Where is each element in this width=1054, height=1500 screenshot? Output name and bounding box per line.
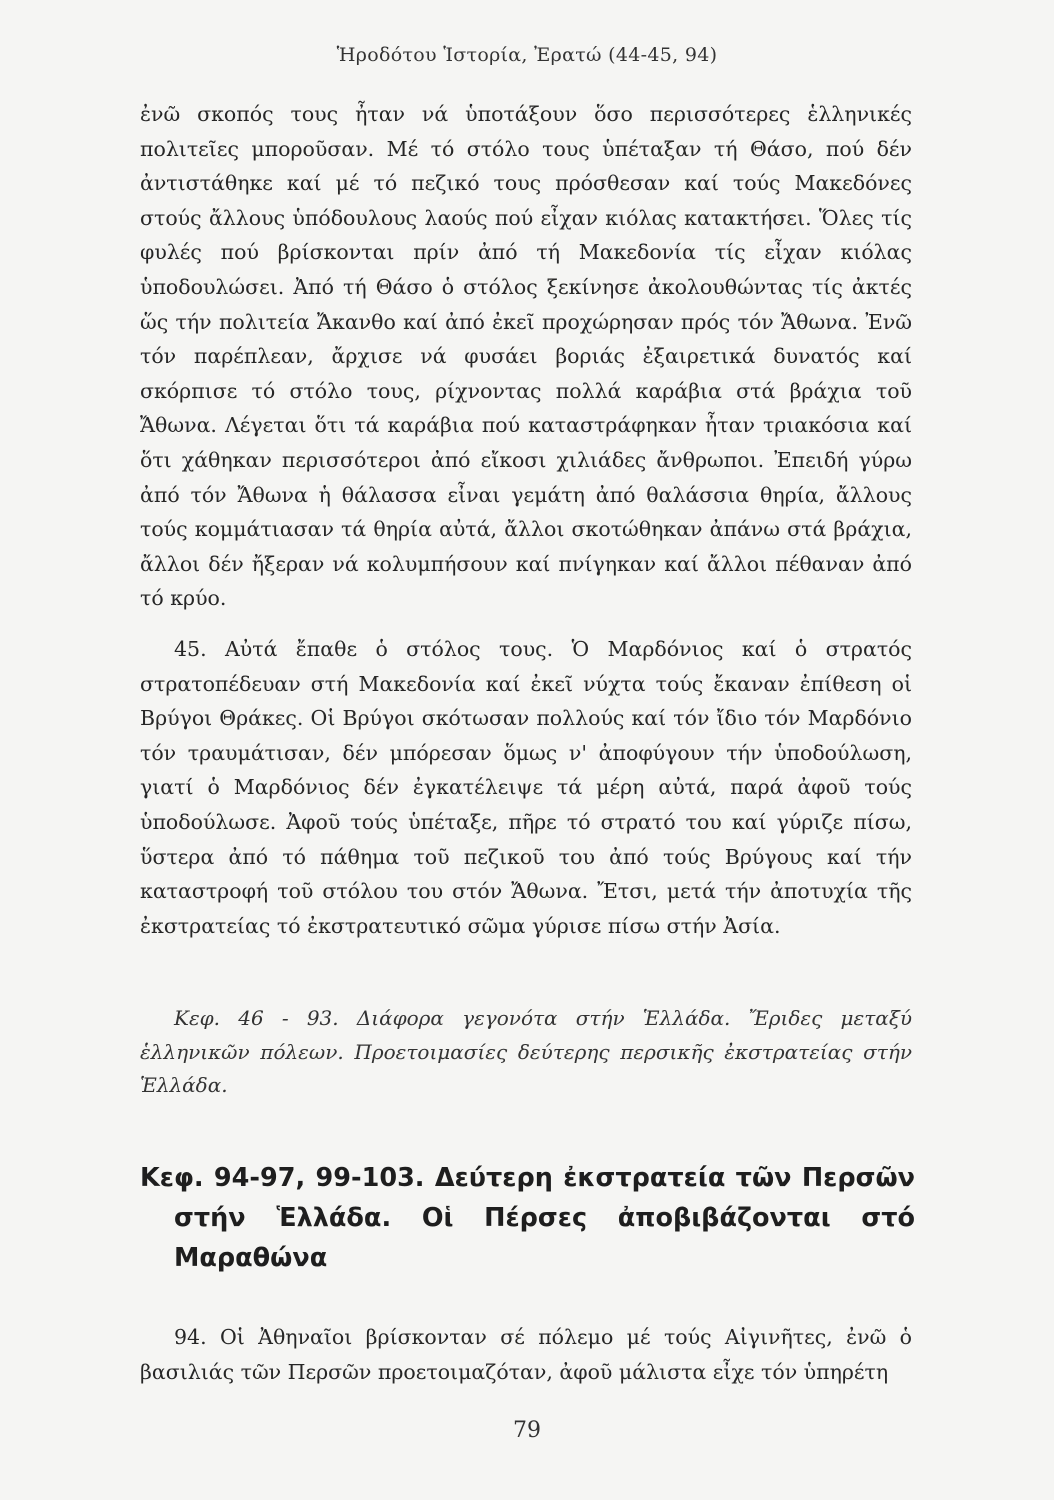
chapter-summary-46-93: Κεφ. 46 - 93. Διάφορα γεγονότα στήν Ἑλλάδα. Ἔριδες μεταξύ ἑλληνικῶν πόλεων. Προετοιμασίες δεύτερης περσικῆς ἐκστρατείας στήν Ἑλλάδα. [140, 1006, 912, 1097]
chapter-heading-line1: Κεφ. 94-97, 99-103. Δεύτερη ἐκστρατεία τῶν Περσῶν [140, 1163, 915, 1193]
paragraph-94: 94. Οἱ Ἀθηναῖοι βρίσκονταν σέ πόλεμο μέ τούς Αἰγινῆτες, ἐνῶ ὁ βασιλιάς τῶν Περσῶν προετοιμαζόταν, ἀφοῦ μάλιστα εἶχε τόν ὑπηρέτη [140, 1325, 912, 1384]
running-header: Ἡροδότου Ἱστορία, Ἐρατώ (44-45, 94) [336, 44, 718, 66]
page-number: 79 [513, 1418, 541, 1443]
chapter-heading [140, 1158, 915, 1278]
paragraph-44-continuation: ἐνῶ σκοπός τους ἦταν νά ὑποτάξουν ὅσο περισσότερες ἑλληνικές πολιτεῖες μποροῦσαν. Μέ τό στόλο τους ὑπέταξαν τή Θάσο, πού δέν ἀντιστάθηκε καί μέ τό πεζικό τους πρόσθεσαν καί τούς Μακεδόνες στούς ἄλλους ὑπόδουλους λαούς πού εἶχαν κιόλας κατακτήσει. Ὅλες τίς φυλές πού βρίσκονται πρίν ἀπό τή Μακεδονία τίς εἶχαν κιόλας ὑποδουλώσει. Ἀπό τή Θάσο ὁ στόλος ξεκίνησε ἀκολουθώντας τίς ἀκτές ὥς τήν πολιτεία Ἄκανθο καί ἀπό ἐκεῖ προχώρησαν πρός τόν Ἄθωνα. Ἐνῶ τόν παρέπλεαν, ἄρχισε νά φυσάει βοριάς ἐξαιρετικά δυνατός καί σκόρπισε τό στόλο τους, ρίχνοντας πολλά καράβια στά βράχια τοῦ Ἄθωνα. Λέγεται ὅτι τά καράβια πού καταστράφηκαν ἦταν τριακόσια καί ὅτι χάθηκαν περισσότεροι ἀπό εἴκοσι χιλιάδες ἄνθρωποι. Ἐπειδή γύρω ἀπό τόν Ἄθωνα ἡ θάλασσα εἶναι γεμάτη ἀπό θαλάσσια θηρία, ἄλλους τούς κομμάτιασαν τά θηρία αὐτά, ἄλλοι σκοτώθηκαν ἀπάνω στά βράχια, ἄλλοι δέν ἤξεραν νά κολυμπήσουν καί πνίγηκαν καί ἄλλοι πέθαναν ἀπό τό κρύο. [140, 102, 912, 611]
paragraph-45: 45. Αὐτά ἔπαθε ὁ στόλος τους. Ὁ Μαρδόνιος καί ὁ στρατός στρατοπέδευαν στή Μακεδονία καί ἐκεῖ νύχτα τούς ἔκαναν ἐπίθεση οἱ Βρύγοι Θράκες. Οἱ Βρύγοι σκότωσαν πολλούς καί τόν ἴδιο τόν Μαρδόνιο τόν τραυμάτισαν, δέν μπόρεσαν ὅμως ν' ἀποφύγουν τήν ὑποδούλωση, γιατί ὁ Μαρδόνιος δέν ἐγκατέλειψε τά μέρη αὐτά, παρά ἀφοῦ τούς ὑποδούλωσε. Ἀφοῦ τούς ὑπέταξε, πῆρε τό στρατό του καί γύριζε πίσω, ὕστερα ἀπό τό πάθημα τοῦ πεζικοῦ του ἀπό τούς Βρύγους καί τήν καταστροφή τοῦ στόλου του στόν Ἄθωνα. Ἔτσι, μετά τήν ἀποτυχία τῆς ἐκστρατείας τό ἐκστρατευτικό σῶμα γύρισε πίσω στήν Ἀσία. [140, 637, 912, 938]
chapter-heading-rest: στήν Ἑλλάδα. Οἱ Πέρσες ἀποβιβάζονται στό Μαραθώνα [174, 1203, 915, 1273]
